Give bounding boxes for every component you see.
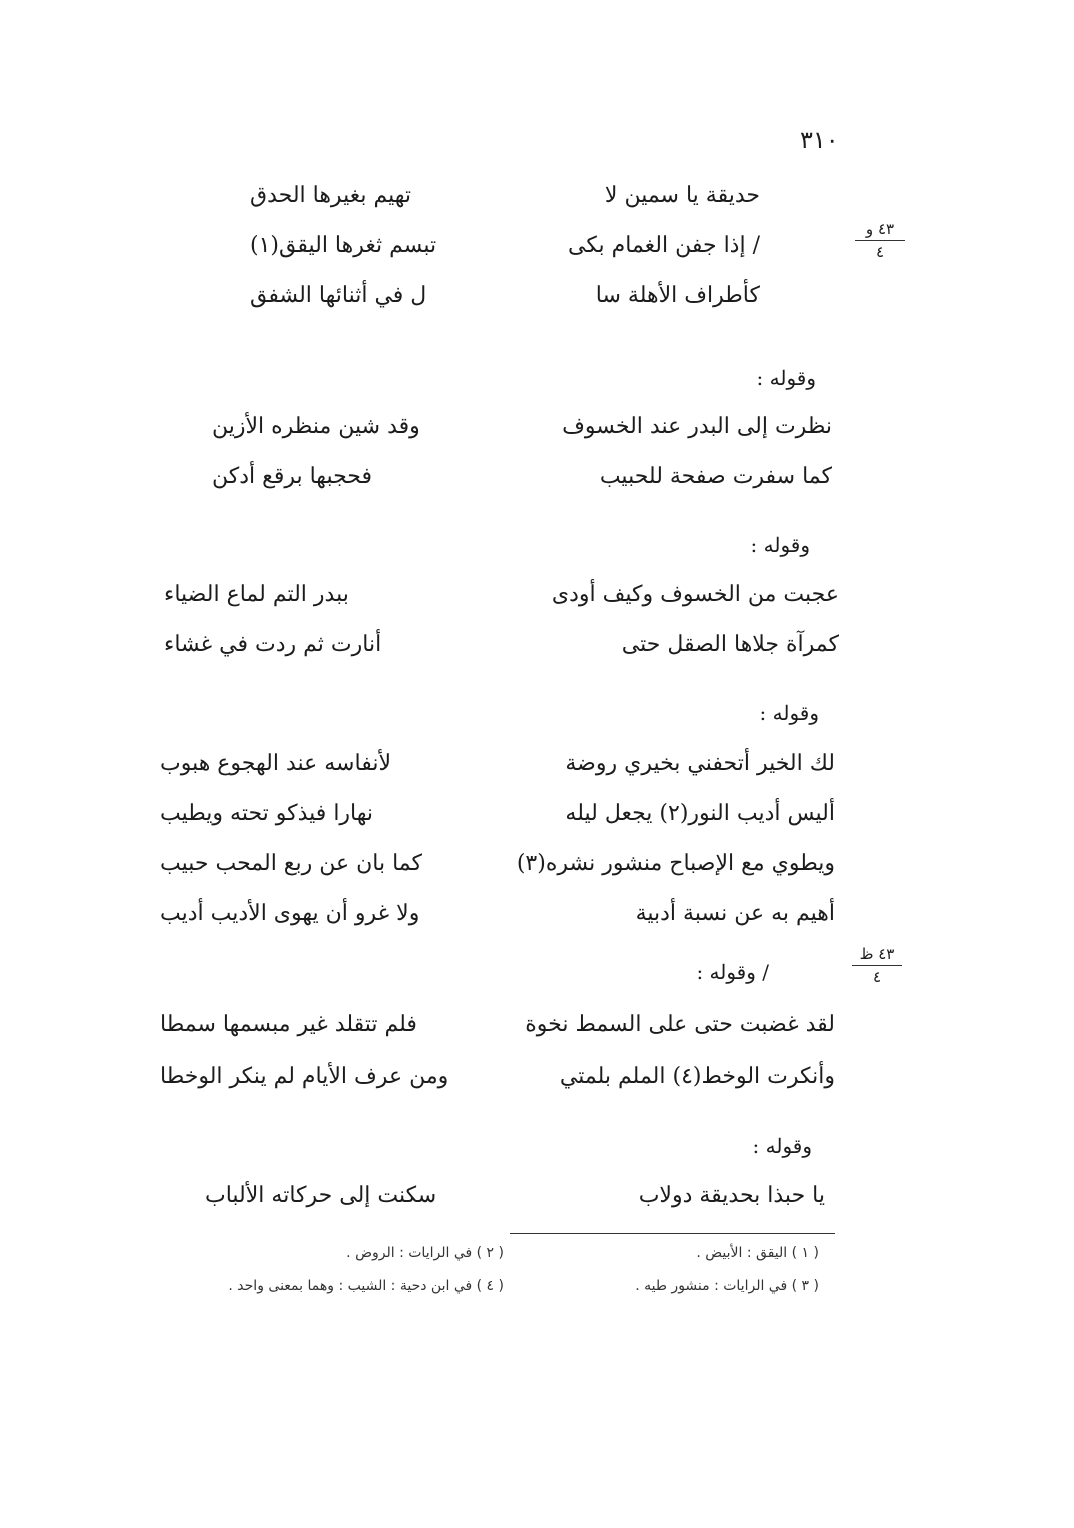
verse-line <box>160 1005 835 1045</box>
verse-second-hemistich: لأنفاسه عند الهجوع هبوب <box>160 751 391 776</box>
verse-first-hemistich: نظرت إلى البدر عند الخسوف <box>562 414 832 439</box>
verse-second-hemistich: ولا غرو أن يهوى الأديب أديب <box>160 901 420 926</box>
page-number: ٣١٠ <box>800 126 839 154</box>
footnote: ( ١ ) اليقق : الأبيض . <box>696 1245 819 1261</box>
verse-second-hemistich: كما بان عن ربع المحب حبيب <box>160 851 422 876</box>
poem-intro: وقوله : <box>756 366 816 390</box>
verse-second-hemistich: فلم تتقلد غير مبسمها سمطا <box>160 1012 417 1037</box>
verse-second-hemistich: ببدر التم لماع الضياء <box>164 582 349 607</box>
footnote: ( ٤ ) في ابن دحية : الشيب : وهما بمعنى واحد . <box>228 1278 504 1294</box>
footnote: ( ٢ ) في الرايات : الروض . <box>346 1245 504 1261</box>
verse-line <box>160 1057 835 1097</box>
poem-intro: وقوله : <box>759 701 819 725</box>
verse-second-hemistich: ومن عرف الأيام لم ينكر الوخطا <box>160 1064 449 1089</box>
verse-first-hemistich: / إذا جفن الغمام بكى <box>568 233 760 258</box>
margin-folio-top: ٤٣ و <box>855 220 905 241</box>
verse-second-hemistich: ل في أثنائها الشفق <box>250 283 427 308</box>
poem-intro: وقوله : <box>750 533 810 557</box>
verse-first-hemistich: ويطوي مع الإصباح منشور نشره(٣) <box>516 851 835 876</box>
verse-first-hemistich: أليس أديب النور(٢) يجعل ليله <box>565 801 835 826</box>
verse-line <box>160 744 835 784</box>
margin-folio-top: ٤٣ ظ <box>852 945 902 966</box>
margin-folio-bottom: ٤ <box>875 243 885 261</box>
verse-second-hemistich: تبسم ثغرها اليقق(١) <box>250 233 437 258</box>
verse-second-hemistich: سكنت إلى حركاته الألباب <box>205 1183 437 1208</box>
verse-line <box>250 176 760 216</box>
verse-line <box>164 575 839 615</box>
verse-first-hemistich: عجبت من الخسوف وكيف أودى <box>551 582 839 607</box>
verse-first-hemistich: أهيم به عن نسبة أدبية <box>635 901 835 926</box>
verse-first-hemistich: كمرآة جلاها الصقل حتى <box>621 632 839 657</box>
verse-second-hemistich: أنارت ثم ردت في غشاء <box>164 632 382 657</box>
footnote-divider <box>510 1233 835 1234</box>
margin-folio-note <box>855 220 905 261</box>
verse-first-hemistich: حديقة يا سمين لا <box>604 183 760 208</box>
verse-first-hemistich: يا حبذا بحديقة دولاب <box>638 1183 825 1208</box>
verse-line <box>160 844 835 884</box>
verse-line <box>160 894 835 934</box>
verse-line <box>250 226 760 266</box>
poem-intro: وقوله : <box>752 1134 812 1158</box>
verse-line <box>160 794 835 834</box>
verse-first-hemistich: كما سفرت صفحة للحبيب <box>599 464 832 489</box>
verse-line <box>212 407 832 447</box>
verse-first-hemistich: لك الخير أتحفني بخيري روضة <box>565 751 835 776</box>
verse-second-hemistich: نهارا فيذكو تحته ويطيب <box>160 801 374 826</box>
verse-second-hemistich: تهيم بغيرها الحدق <box>250 183 411 208</box>
verse-line <box>205 1176 825 1216</box>
footnote: ( ٣ ) في الرايات : منشور طيه . <box>635 1278 819 1294</box>
poem-intro: / وقوله : <box>696 960 769 984</box>
verse-line <box>212 457 832 497</box>
verse-first-hemistich: كأطراف الأهلة سا <box>595 283 760 308</box>
margin-folio-bottom: ٤ <box>872 968 882 986</box>
verse-first-hemistich: لقد غضبت حتى على السمط نخوة <box>525 1012 835 1037</box>
verse-second-hemistich: فحجبها برقع أدكن <box>212 464 373 489</box>
verse-second-hemistich: وقد شين منظره الأزين <box>212 414 420 439</box>
margin-folio-note <box>852 945 902 986</box>
verse-line <box>164 625 839 665</box>
verse-line <box>250 276 760 316</box>
verse-first-hemistich: وأنكرت الوخط(٤) الملم بلمتي <box>559 1064 835 1089</box>
